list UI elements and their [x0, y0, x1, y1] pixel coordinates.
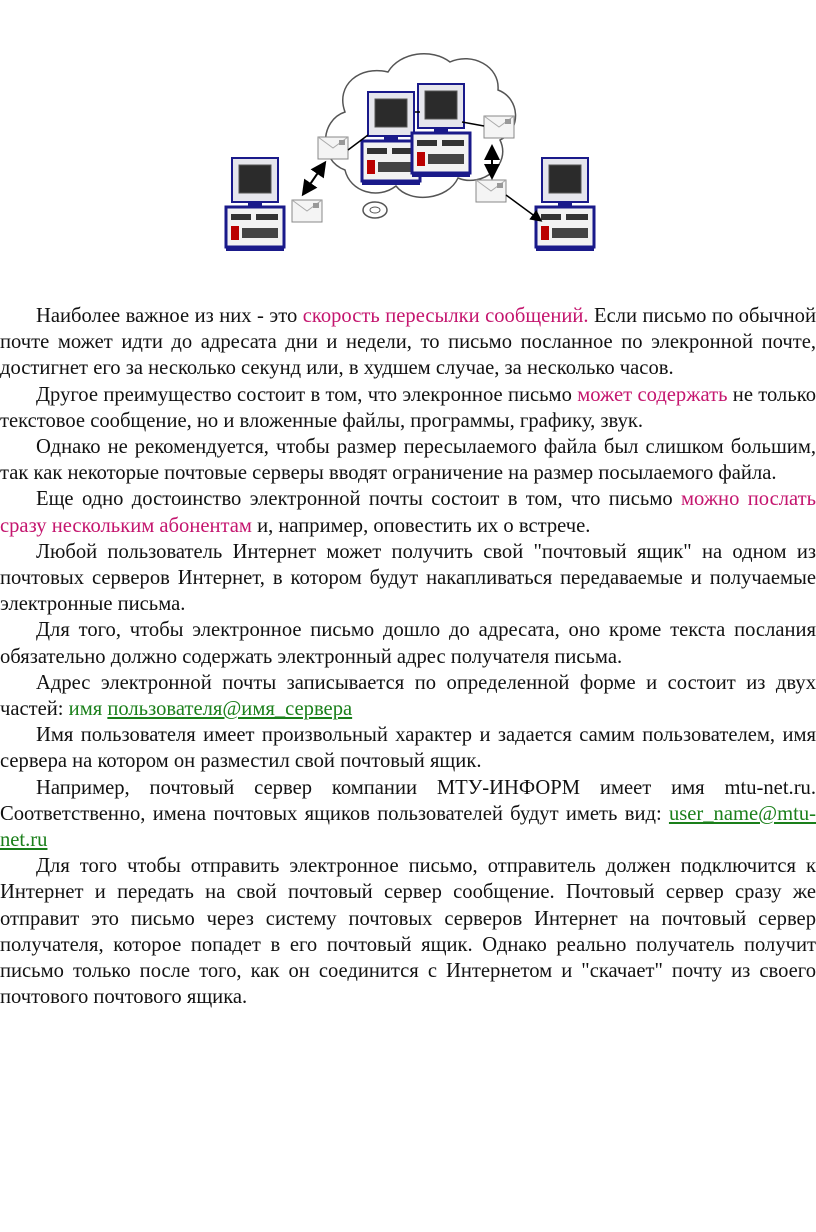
envelope-icon	[292, 200, 322, 222]
envelope-icon	[318, 137, 348, 159]
highlighted-text: скорость пересылки сообщений.	[302, 305, 589, 327]
envelope-icon	[476, 180, 506, 202]
paragraph-text: Для того, чтобы электронное письмо дошло до адресата, оно кроме текста послания обязательно должно содержать электронный адрес получателя письма.	[0, 619, 816, 668]
email-format-link[interactable]: пользователя@имя_сервера	[107, 698, 353, 721]
highlighted-text: можно послать сразу нескольким абонентам	[0, 488, 816, 537]
paragraph	[0, 303, 816, 382]
paragraph	[0, 434, 816, 486]
paragraph-text: Наиболее важное из них - это	[36, 305, 303, 327]
paragraph-text: Адрес электронной почты записывается по определенной форме и состоит из двух частей:	[0, 671, 816, 721]
paragraph	[0, 670, 816, 722]
paragraph	[0, 617, 816, 669]
email-network-diagram	[0, 0, 816, 270]
paragraph-text: Например, почтовый сервер компании МТУ-ИНФОРМ имеет имя mtu-net.ru. Соответственно, имена почтовых ящиков пользователей будут иметь вид:	[0, 776, 816, 825]
paragraph	[0, 382, 816, 434]
paragraph-text: Для того чтобы отправить электронное письмо, отправитель должен подключится к Интернет и передать на свой почтовый сервер сообщение. Почтовый сервер сразу же отправит это письмо через систему почтовых серверов Интернет на почтовый сервер получателя, которое попадет в его почтовый ящик. Однако реально получатель получит письмо только после того, как он соединится с Интернетом и "скачает" почту из своего почтового почтового ящика.	[0, 855, 816, 1009]
paragraph-text: Другое преимущество состоит в том, что элекронное письмо	[36, 383, 578, 406]
paragraph	[0, 775, 816, 854]
paragraph	[0, 722, 816, 774]
paragraph	[0, 539, 816, 618]
envelope-icon	[484, 116, 514, 138]
paragraph	[0, 853, 816, 1010]
paragraph-text: не только текстовое сообщение, но и вложенные файлы, программы, графику, звук.	[0, 383, 816, 432]
green-text: имя	[68, 698, 103, 721]
computer-icon	[536, 158, 594, 251]
highlighted-text: может содержать	[577, 383, 728, 406]
paragraph	[0, 486, 816, 538]
paragraph-text: Имя пользователя имеет произвольный характер и задается самим пользователем, имя сервера на котором он разместил свой почтовый ящик.	[0, 724, 816, 773]
paragraph-text: Если письмо по обычной почте может идти до адресата дни и недели, то письмо посланное по элекронной почте, достигнет его за несколько секунд или, в худшем случае, за несколько часов.	[0, 305, 816, 380]
email-example-link[interactable]: user_name@mtu-net.ru	[0, 802, 816, 852]
document-text	[0, 303, 816, 1010]
paragraph-text: и, например, оповестить их о встрече.	[251, 514, 591, 537]
paragraph-text: Однако не рекомендуется, чтобы размер пересылаемого файла был слишком большим, так как некоторые почтовые серверы вводят ограничение на размер посылаемого файла.	[0, 436, 816, 485]
arrow-icon	[304, 164, 324, 193]
computer-icon	[226, 158, 284, 251]
paragraph-text: Еще одно достоинство электронной почты состоит в том, что письмо	[36, 488, 682, 511]
paragraph-text: Любой пользователь Интернет может получить свой "почтовый ящик" на одном из почтовых серверов Интернет, в котором будут накапливаться передаваемые и получаемые электронные письма.	[0, 540, 816, 616]
